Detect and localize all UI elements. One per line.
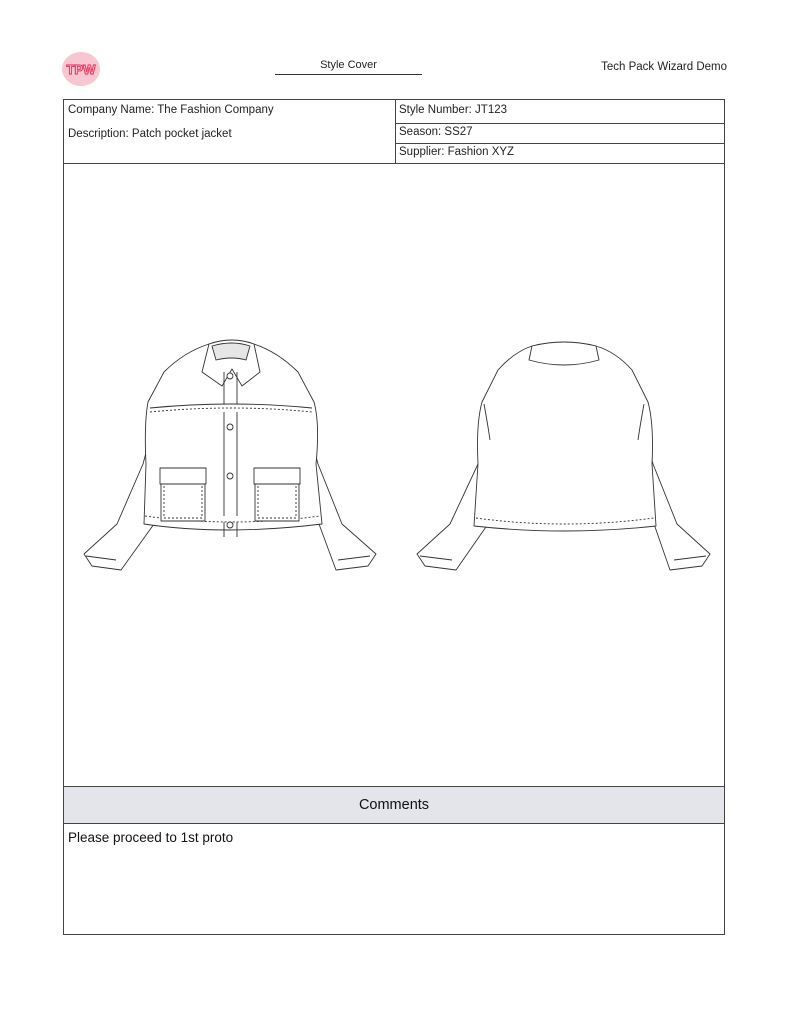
jacket-front-sketch [84,340,376,570]
comments-text: Please proceed to 1st proto [68,830,234,845]
table-divider [395,143,724,144]
sketch-area [64,164,724,786]
description: Description: Patch pocket jacket [68,128,232,140]
style-number: Style Number: JT123 [399,104,508,116]
company-name: Company Name: The Fashion Company [68,104,274,116]
season: Season: SS27 [399,126,473,138]
supplier: Supplier: Fashion XYZ [399,146,515,158]
brand-name: Tech Pack Wizard Demo [601,61,727,73]
logo [62,52,100,86]
jacket-back-sketch [417,342,710,570]
logo-text: TPW [66,62,96,77]
logo-mark [62,52,100,86]
comments-heading: Comments [64,786,724,824]
style-cover-sheet [63,99,725,935]
table-divider [395,123,724,124]
table-divider [395,100,396,164]
page-title: Style Cover [275,57,422,75]
